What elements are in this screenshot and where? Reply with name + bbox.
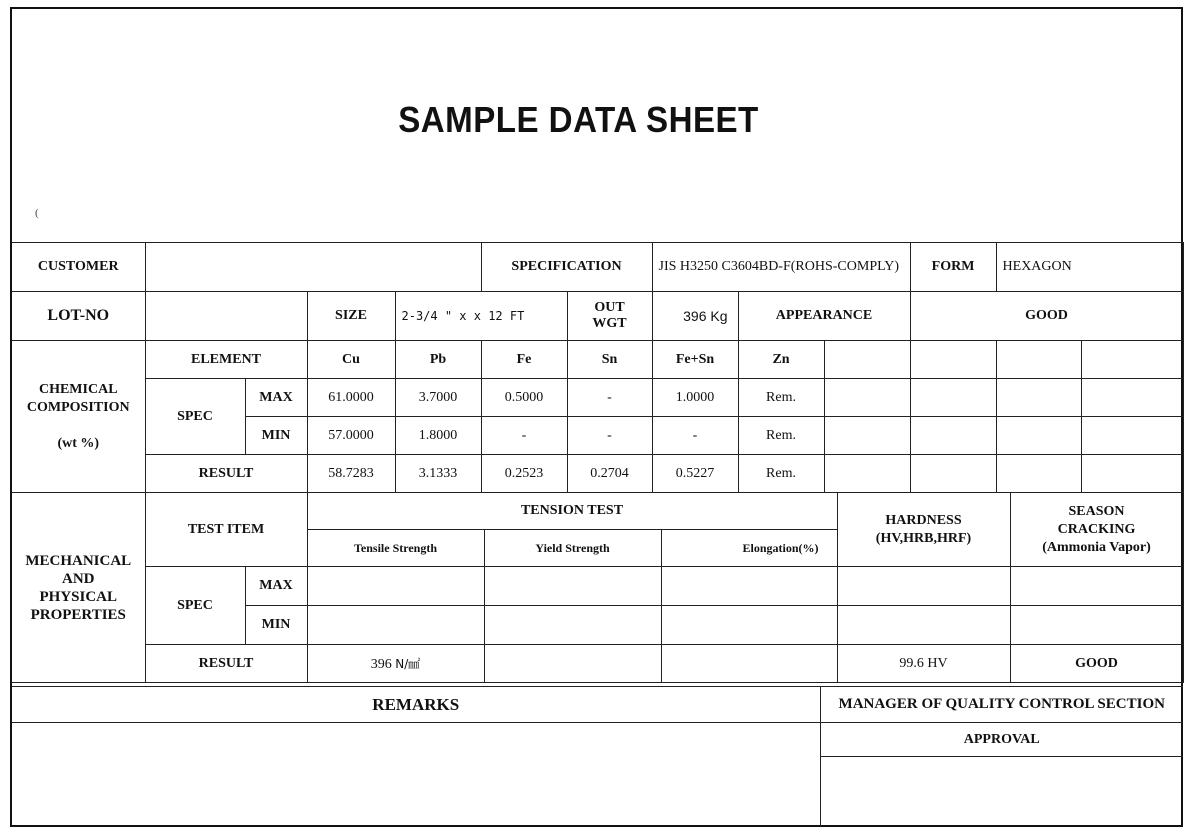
tensile-min-cell	[307, 606, 484, 645]
manager-label: MANAGER OF QUALITY CONTROL SECTION	[820, 687, 1183, 723]
hardness-result-cell: 99.6 HV	[837, 645, 1010, 683]
remarks-label: REMARKS	[12, 687, 820, 723]
chem-min-value: 57.0000	[307, 417, 395, 455]
tensile-result-cell	[307, 645, 484, 683]
element-header: Fe+Sn	[652, 341, 738, 379]
hardness-label-line-2: (HV,HRB,HRF)	[875, 530, 972, 546]
chem-max-value	[824, 379, 910, 417]
tensile-max-cell	[307, 567, 484, 606]
elongation-result-cell	[661, 645, 837, 683]
element-header	[996, 341, 1081, 379]
remarks-body	[12, 723, 820, 827]
chem-min-value: -	[481, 417, 567, 455]
element-header: Pb	[395, 341, 481, 379]
element-header	[1081, 341, 1183, 379]
element-header: Cu	[307, 341, 395, 379]
chem-min-value: -	[567, 417, 652, 455]
chem-max-value: -	[567, 379, 652, 417]
remarks-table	[12, 686, 1183, 827]
element-header	[824, 341, 910, 379]
hardness-min-cell	[837, 606, 1010, 645]
element-header: Zn	[738, 341, 824, 379]
mechanical-section-label	[12, 493, 145, 683]
chem-result-value	[1081, 455, 1183, 493]
hardness-max-cell	[837, 567, 1010, 606]
season-label-line-2: CRACKING	[1057, 521, 1136, 537]
tensile-result-unit: N/㎟	[395, 656, 421, 671]
size-value: 2-3/4 " x x 12 FT	[395, 292, 567, 341]
hardness-label-line-1: HARDNESS	[885, 512, 962, 528]
mech-label-line-2: AND	[62, 570, 95, 587]
form-value: HEXAGON	[996, 243, 1183, 292]
chem-result-value: 0.2523	[481, 455, 567, 493]
chem-result-value	[824, 455, 910, 493]
lot-no-label: LOT-NO	[12, 292, 145, 341]
yield-strength-label: Yield Strength	[484, 530, 661, 567]
mech-result-label: RESULT	[145, 645, 307, 683]
season-label-line-3: (Ammonia Vapor)	[1042, 539, 1151, 555]
specification-value: JIS H3250 C3604BD-F(ROHS-COMPLY)	[652, 243, 910, 292]
chem-result-value	[910, 455, 996, 493]
hardness-label	[837, 493, 1010, 567]
mech-label-line-4: PROPERTIES	[30, 606, 126, 623]
out-wgt-label-line-1: OUT	[594, 300, 625, 315]
appearance-value: GOOD	[910, 292, 1183, 341]
info-chemical-table	[12, 242, 1184, 493]
tension-test-label: TENSION TEST	[307, 493, 837, 530]
chem-max-value: 1.0000	[652, 379, 738, 417]
element-header: Fe	[481, 341, 567, 379]
mech-spec-label: SPEC	[145, 567, 245, 645]
customer-label: CUSTOMER	[12, 243, 145, 292]
yield-result-cell	[484, 645, 661, 683]
data-sheet	[10, 7, 1183, 827]
elongation-label: Elongation(%)	[661, 530, 837, 567]
chem-result-value: 0.2704	[567, 455, 652, 493]
season-label-line-1: SEASON	[1068, 503, 1125, 519]
chemical-label-line-3: (wt %)	[57, 435, 100, 451]
out-wgt-label	[567, 292, 652, 341]
season-min-cell	[1010, 606, 1183, 645]
chemical-section-label	[12, 341, 145, 493]
chem-max-value: Rem.	[738, 379, 824, 417]
test-item-label: TEST ITEM	[145, 493, 307, 567]
size-label: SIZE	[307, 292, 395, 341]
chem-spec-label: SPEC	[145, 379, 245, 455]
chemical-label-line-1: CHEMICAL	[38, 381, 118, 397]
chem-result-value: 58.7283	[307, 455, 395, 493]
chem-result-label: RESULT	[145, 455, 307, 493]
chem-min-label: MIN	[245, 417, 307, 455]
mechanical-table	[12, 492, 1184, 683]
element-label: ELEMENT	[145, 341, 307, 379]
chem-max-value	[996, 379, 1081, 417]
element-header: Sn	[567, 341, 652, 379]
chem-result-value: Rem.	[738, 455, 824, 493]
chem-max-value	[1081, 379, 1183, 417]
chem-min-value	[1081, 417, 1183, 455]
chem-min-value: Rem.	[738, 417, 824, 455]
chem-max-label: MAX	[245, 379, 307, 417]
season-max-cell	[1010, 567, 1183, 606]
approval-signature-area	[820, 757, 1183, 827]
elongation-min-cell	[661, 606, 837, 645]
customer-value	[145, 243, 481, 292]
chem-max-value	[910, 379, 996, 417]
season-cracking-label	[1010, 493, 1183, 567]
elongation-max-cell	[661, 567, 837, 606]
chem-max-value: 61.0000	[307, 379, 395, 417]
mech-label-line-3: PHYSICAL	[39, 588, 117, 605]
tensile-strength-label: Tensile Strength	[307, 530, 484, 567]
chemical-label-line-2: COMPOSITION	[26, 399, 130, 415]
chem-min-value: -	[652, 417, 738, 455]
tensile-result-value: 396	[370, 656, 392, 672]
season-result-cell: GOOD	[1010, 645, 1183, 683]
mech-min-label: MIN	[245, 606, 307, 645]
chem-result-value: 0.5227	[652, 455, 738, 493]
chem-min-value	[996, 417, 1081, 455]
appearance-label: APPEARANCE	[738, 292, 910, 341]
out-wgt-label-line-2: WGT	[592, 316, 627, 331]
sheet-header	[12, 9, 1181, 244]
chem-max-value: 0.5000	[481, 379, 567, 417]
lot-no-value	[145, 292, 307, 341]
element-header	[910, 341, 996, 379]
chem-result-value	[996, 455, 1081, 493]
form-label: FORM	[910, 243, 996, 292]
yield-min-cell	[484, 606, 661, 645]
yield-max-cell	[484, 567, 661, 606]
mech-max-label: MAX	[245, 567, 307, 606]
approval-label: APPROVAL	[820, 723, 1183, 757]
chem-min-value: 1.8000	[395, 417, 481, 455]
chem-min-value	[824, 417, 910, 455]
page-title: SAMPLE DATA SHEET	[398, 99, 759, 140]
header-mark: (	[35, 207, 39, 219]
chem-min-value	[910, 417, 996, 455]
chem-max-value: 3.7000	[395, 379, 481, 417]
specification-label: SPECIFICATION	[481, 243, 652, 292]
out-wgt-value: 396 Kg	[652, 292, 738, 341]
mech-label-line-1: MECHANICAL	[25, 552, 132, 569]
chem-result-value: 3.1333	[395, 455, 481, 493]
